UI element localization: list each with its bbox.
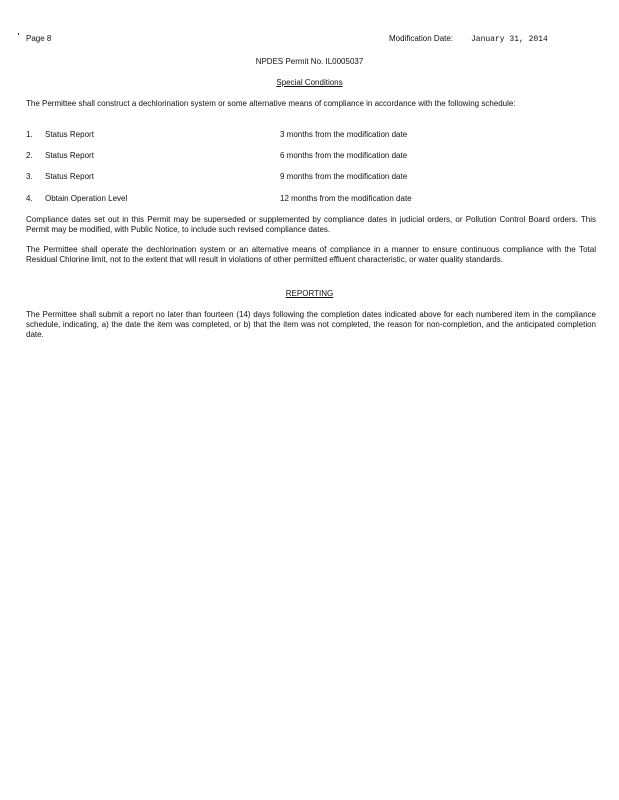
schedule-number: 2.	[26, 151, 33, 160]
scan-mark	[18, 33, 19, 35]
schedule-due: 3 months from the modification date	[280, 130, 408, 139]
modification-date-value: January 31, 2014	[471, 35, 548, 44]
permit-title: NPDES Permit No. IL0005037	[255, 57, 364, 66]
schedule-number: 4.	[26, 194, 33, 203]
intro-paragraph: The Permittee shall construct a dechlorination system or some alternative means of compliance in accordance with the following schedule:	[26, 99, 516, 108]
schedule-item: Status Report	[45, 130, 94, 139]
schedule-number: 1.	[26, 130, 33, 139]
schedule-item: Status Report	[45, 172, 94, 181]
schedule-due: 6 months from the modification date	[280, 151, 408, 160]
schedule-due: 9 months from the modification date	[280, 172, 408, 181]
operation-paragraph: The Permittee shall operate the dechlorination system or an alternative means of compliance in a manner to ensure continuous compliance with the Total Residual Chlorine limit, not to the extent that will result in violations of other permitted effluent characteristic, or water quality standards.	[26, 245, 596, 264]
page-number: Page 8	[26, 34, 52, 43]
special-conditions-heading: Special Conditions	[276, 78, 343, 87]
compliance-dates-paragraph: Compliance dates set out in this Permit may be superseded or supplemented by compliance dates in judicial orders, or Pollution Control Board orders. This Permit may be modified, with Public Notice, to include such revised compliance dates.	[26, 215, 596, 234]
schedule-due: 12 months from the modification date	[280, 194, 412, 203]
reporting-heading: REPORTING	[285, 289, 334, 298]
reporting-paragraph: The Permittee shall submit a report no later than fourteen (14) days following the completion dates indicated above for each numbered item in the compliance schedule, indicating, a) the date the item was completed, or b) that the item was not completed, the reason for non-completion, and the anticipated completion date.	[26, 310, 596, 339]
schedule-item: Status Report	[45, 151, 94, 160]
schedule-number: 3.	[26, 172, 33, 181]
schedule-item: Obtain Operation Level	[45, 194, 128, 203]
modification-date-label: Modification Date:	[389, 34, 454, 43]
